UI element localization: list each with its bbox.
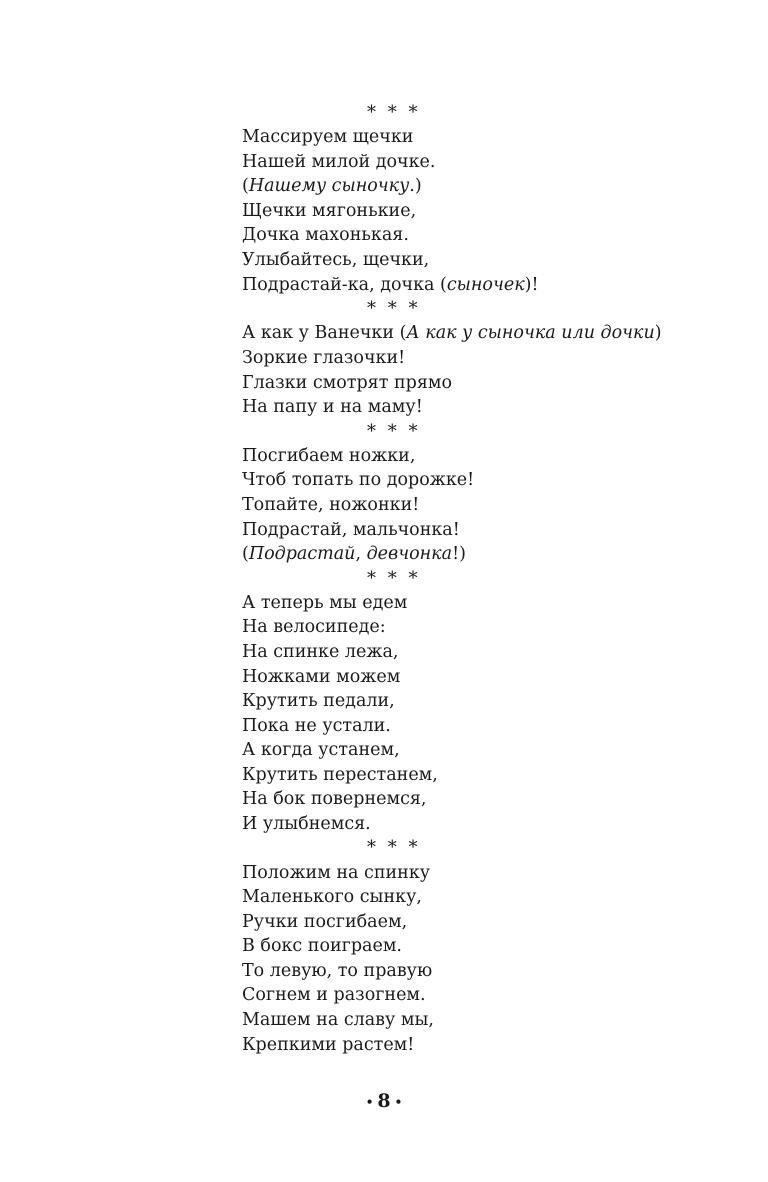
poem-line [242,714,722,739]
poem-line [242,763,722,788]
poem-line [242,885,722,910]
line-text: Ножками можем [242,666,401,687]
line-text: А когда устанем, [242,740,400,761]
line-text: Ручки посгибаем, [242,911,408,932]
poem-line [242,346,722,371]
poem-line [242,934,722,959]
italic-variant-text: Подрастай [248,544,356,565]
line-text: Согнем и разогнем. [242,985,426,1006]
stanza-separator: * * * [367,102,421,123]
poem-line [242,125,722,150]
poem-line [242,371,722,396]
line-text: Крепкими растем! [242,1034,415,1055]
page-number [0,1089,768,1114]
poem-block [242,101,722,1057]
page-number-value: 8 [377,1090,391,1112]
stanza [242,444,722,567]
stanza [242,861,722,1057]
italic-variant-text: девчонка [366,544,453,565]
poem-line [242,812,722,837]
page-number-ornament-right: • [394,1095,403,1109]
stanza-separator: * * * [367,567,421,589]
stanza [242,321,722,419]
line-text: Чтоб топать по дорожке! [242,470,475,491]
line-text: А теперь мы едем [242,592,408,613]
line-text: Маленького сынку, [242,887,422,908]
poem-line [242,689,722,714]
line-text: Улыбайтесь, щечки, [242,250,430,271]
poem-line [242,1008,722,1033]
stanza-separator: * * * [367,420,421,442]
line-text: Положим на спинку [242,862,431,883]
poem-line [242,910,722,935]
stanza [242,125,722,297]
line-text: Зоркие глазочки! [242,347,406,368]
italic-variant-text: Нашему сыночку [248,176,410,197]
italic-variant-text: сыночек [446,274,525,295]
line-text: ( [242,176,249,197]
poem-line [242,395,722,420]
italic-variant-text: А как у сыночка или дочки [406,323,655,344]
line-text: .) [409,176,422,197]
poem-line [242,787,722,812]
line-text: То левую, то правую [242,960,433,981]
line-text: И улыбнемся. [242,813,371,834]
line-text: На бок повернемся, [242,789,427,810]
line-text: Крутить педали, [242,691,395,712]
poem-line [242,321,722,346]
line-text: Подрастай, мальчонка! [242,519,460,540]
line-text: , [355,544,367,565]
line-text: Массируем щечки [242,127,414,148]
page-number-ornament-left: • [365,1095,374,1109]
line-text: Машем на славу мы, [242,1009,434,1030]
stanza-separator: * * * [367,298,421,320]
line-text: )! [524,274,539,295]
poem-line [242,493,722,518]
line-text: Щечки мягонькие, [242,200,417,221]
line-text: На папу и на маму! [242,397,423,418]
poem-line [242,518,722,543]
line-text: Посгибаем ножки, [242,445,416,466]
line-text: ) [654,323,662,344]
poem-line [242,542,722,567]
poem-line [242,444,722,469]
poem-line [242,199,722,224]
line-text: Дочка махонькая. [242,225,409,246]
poem-line [242,640,722,665]
line-text: Нашей милой дочке. [242,151,436,172]
poem-line [242,959,722,984]
poem-line [242,738,722,763]
poem-line [242,861,722,886]
line-text: На спинке лежа, [242,642,399,663]
line-text: Топайте, ножонки! [242,495,420,515]
line-text: !) [452,544,466,565]
poem-line [242,174,722,199]
poem-line [242,273,722,298]
line-text: В бокс поиграем. [242,936,402,957]
poem-line [242,665,722,690]
poem-line [242,615,722,640]
poem-line [242,150,722,175]
line-text: А как у Ванечки ( [242,323,407,344]
poem-line [242,983,722,1008]
poem-line [242,248,722,273]
line-text: Крутить перестанем, [242,764,438,785]
line-text: На велосипеде: [242,617,386,638]
poem-line [242,468,722,493]
stanza [242,591,722,836]
line-text: Пока не устали. [242,715,391,736]
poem-line [242,223,722,248]
line-text: Глазки смотрят прямо [242,372,453,393]
line-text: ( [242,544,249,565]
poem-line [242,1033,722,1058]
poem-line [242,591,722,616]
stanza-separator: * * * [367,837,421,859]
line-text: Подрастай-ка, дочка ( [242,274,447,295]
